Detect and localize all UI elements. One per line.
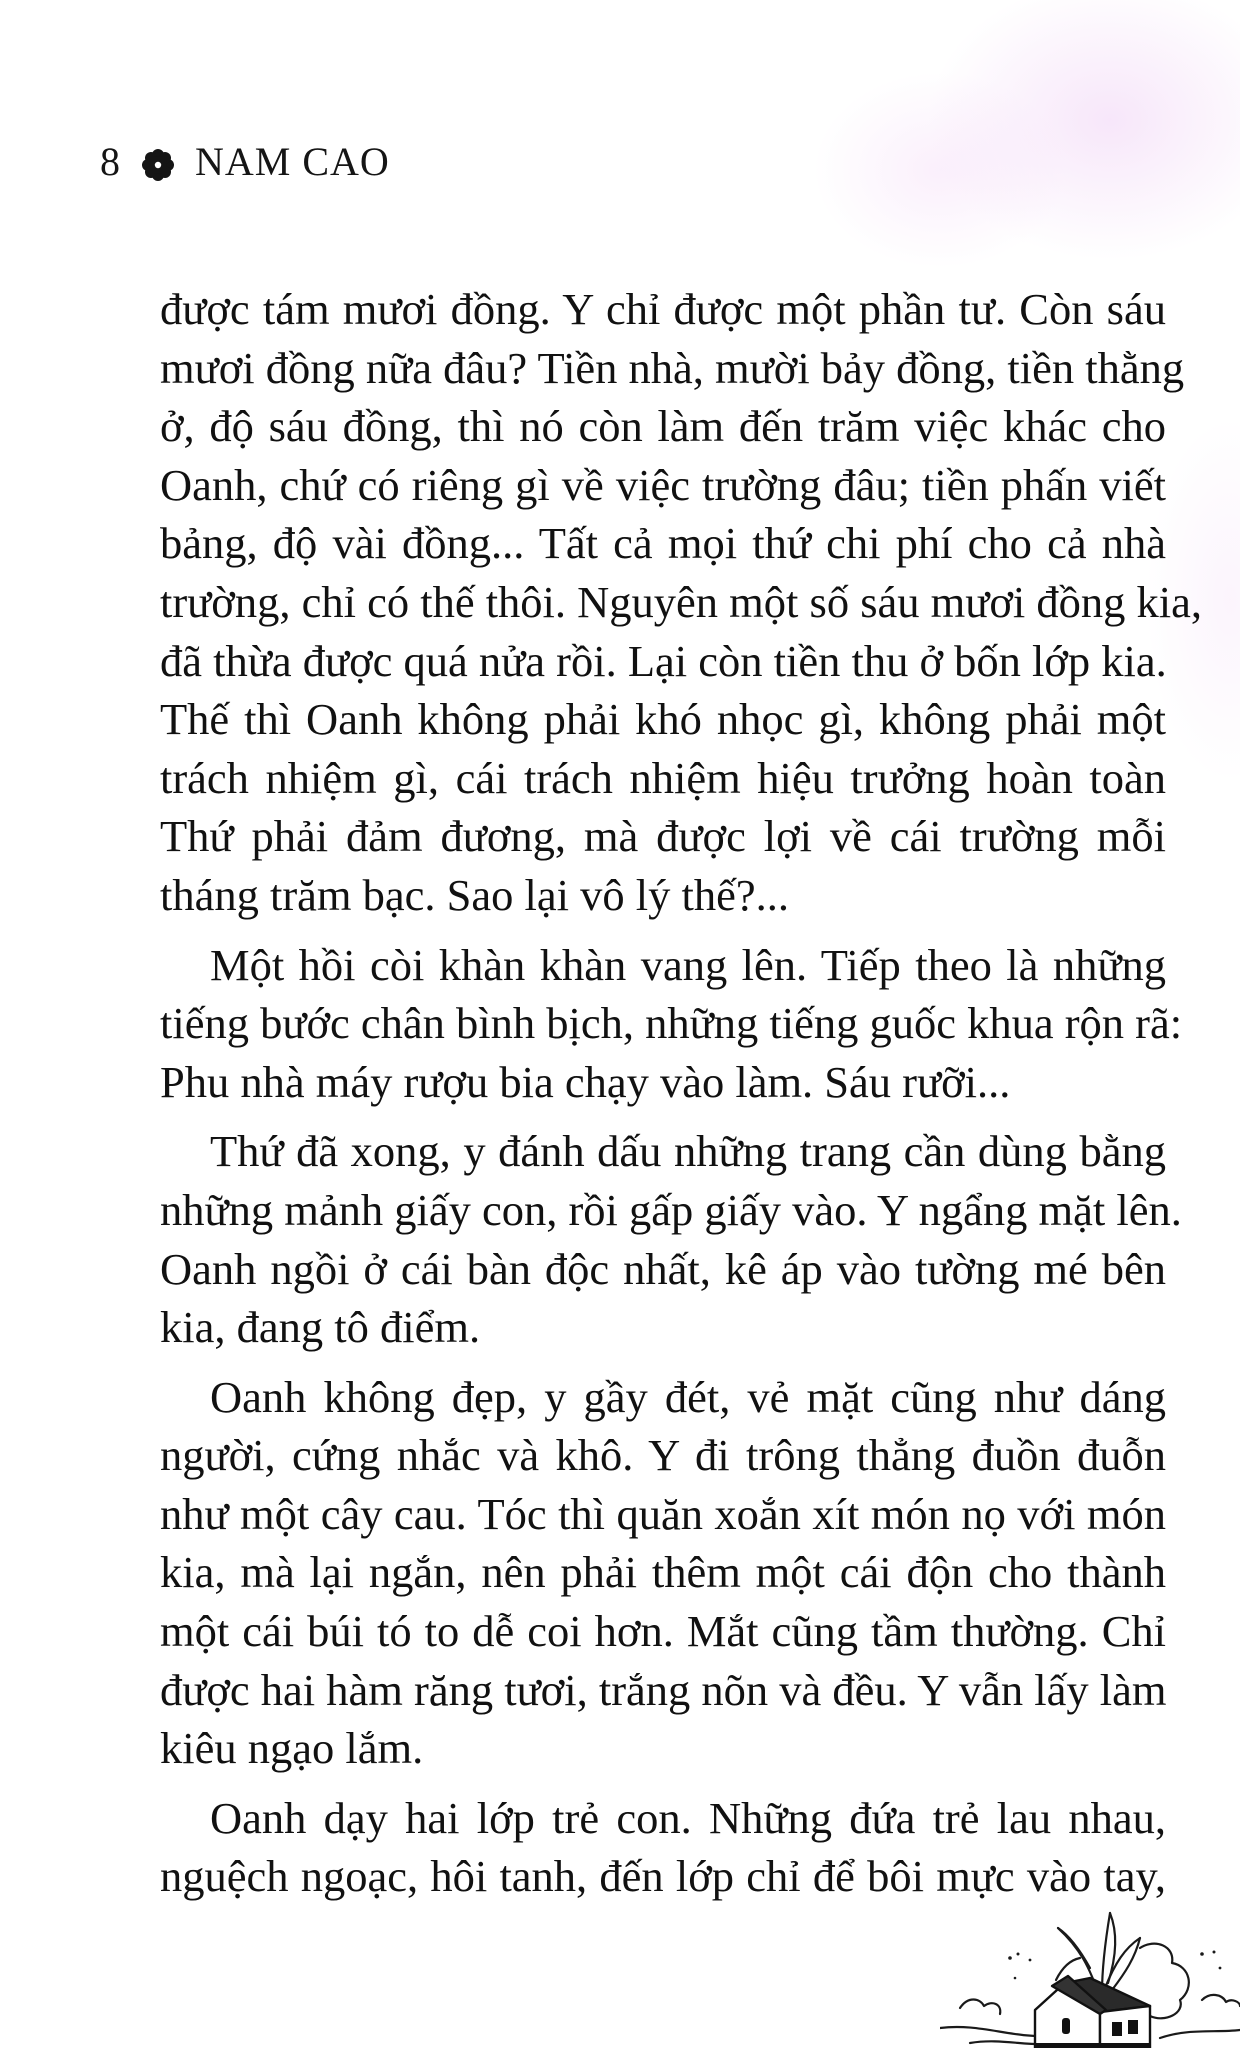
- paragraph: [160, 1122, 1182, 1356]
- village-house-illustration: [940, 1888, 1240, 2048]
- text-line: người, cứng nhắc và khô. Y đi trông thẳng đuồn đuỗn: [160, 1430, 1166, 1481]
- text-line: kiêu ngạo lắm.: [160, 1723, 424, 1774]
- text-line: ở, độ sáu đồng, thì nó còn làm đến trăm việc khác cho: [160, 401, 1166, 452]
- text-line: tháng trăm bạc. Sao lại vô lý thế?...: [160, 869, 789, 920]
- text-line: đã thừa được quá nửa rồi. Lại còn tiền thu ở bốn lớp kia.: [160, 635, 1167, 686]
- text-line: bảng, độ vài đồng... Tất cả mọi thứ chi phí cho cả nhà: [160, 518, 1166, 569]
- paragraph-gap: [160, 1357, 1166, 1368]
- paragraph-gap: [160, 1111, 1166, 1122]
- paragraph: [160, 1789, 1166, 1906]
- page-number: 8: [100, 139, 121, 184]
- text-line: Thứ phải đảm đương, mà được lợi về cái trường mỗi: [160, 811, 1166, 862]
- text-line: được tám mươi đồng. Y chỉ được một phần tư. Còn sáu: [160, 284, 1166, 334]
- text-line: tiếng bước chân bình bịch, những tiếng guốc khua rộn rã:: [160, 998, 1183, 1049]
- paragraph: [160, 936, 1183, 1112]
- text-line: nguệch ngoạc, hôi tanh, đến lớp chỉ để bôi mực vào tay,: [160, 1851, 1166, 1902]
- text-line: mươi đồng nữa đâu? Tiền nhà, mười bảy đồng, tiền thằng: [160, 342, 1185, 393]
- text-line: Một hồi còi khàn khàn vang lên. Tiếp theo là những: [210, 939, 1166, 990]
- flower-ornament-icon: [141, 145, 175, 179]
- text-line: Thứ đã xong, y đánh dấu những trang cần dùng bằng: [210, 1126, 1166, 1177]
- running-header: [100, 138, 390, 185]
- text-line: như một cây cau. Tóc thì quăn xoắn xít món nọ với món: [160, 1488, 1166, 1539]
- body-text: [160, 280, 1203, 1906]
- text-line: trường, chỉ có thế thôi. Nguyên một số sáu mươi đồng kia,: [160, 576, 1203, 627]
- text-line: Phu nhà máy rượu bia chạy vào làm. Sáu rưỡi...: [160, 1056, 1011, 1107]
- paragraph-gap: [160, 1778, 1166, 1789]
- text-line: Thế thì Oanh không phải khó nhọc gì, không phải một: [160, 694, 1166, 745]
- text-line: những mảnh giấy con, rồi gấp giấy vào. Y ngẩng mặt lên.: [160, 1184, 1182, 1235]
- text-line: Oanh dạy hai lớp trẻ con. Những đứa trẻ lau nhau,: [210, 1792, 1166, 1843]
- paragraph-gap: [160, 925, 1166, 936]
- paragraph: [160, 280, 1203, 925]
- text-line: trách nhiệm gì, cái trách nhiệm hiệu trưởng hoàn toàn: [160, 752, 1166, 803]
- author-name: NAM CAO: [195, 139, 390, 184]
- text-line: kia, đang tô điểm.: [160, 1302, 481, 1353]
- paragraph: [160, 1368, 1166, 1778]
- text-line: Oanh, chứ có riêng gì về việc trường đâu; tiền phấn viết: [160, 459, 1166, 510]
- text-line: Oanh ngồi ở cái bàn độc nhất, kê áp vào tường mé bên: [160, 1243, 1166, 1294]
- text-line: một cái búi tó to dễ coi hơn. Mắt cũng tầm thường. Chỉ: [160, 1606, 1166, 1657]
- text-line: được hai hàm răng tươi, trắng nõn và đều. Y vẫn lấy làm: [160, 1664, 1167, 1715]
- text-line: kia, mà lại ngắn, nên phải thêm một cái độn cho thành: [160, 1547, 1166, 1598]
- text-line: Oanh không đẹp, y gầy đét, vẻ mặt cũng như dáng: [210, 1371, 1166, 1422]
